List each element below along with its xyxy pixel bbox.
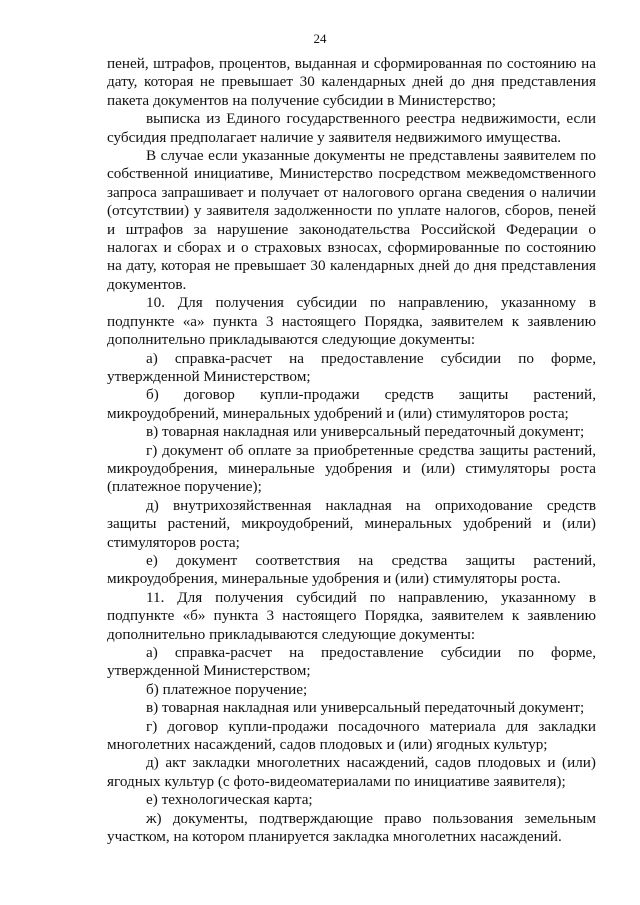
list-item: д) акт закладки многолетних насаждений, садов плодовых и (или) ягодных культур (с фото-видеоматериалами по инициативе заявителя); — [107, 754, 596, 790]
document-body — [107, 55, 596, 846]
list-item: в) товарная накладная или универсальный передаточный документ; — [146, 423, 585, 441]
list-item: е) документ соответствия на средства защиты растений, микроудобрения, минеральные удобрения и (или) стимуляторы роста. — [107, 551, 596, 588]
paragraph: выписка из Единого государственного реестра недвижимости, если субсидия предполагает наличие у заявителя недвижимого имущества. — [107, 110, 596, 146]
list-item: г) документ об оплате за приобретенные средства защиты растений, микроудобрения, минеральные удобрения и (или) стимуляторы роста (платежное поручение); — [107, 441, 596, 496]
paragraph: В случае если указанные документы не представлены заявителем по собственной инициативе, Министерство посредством межведомственного запроса запрашивает и получает от налогового органа сведения о наличии (отсутствии) у заявителя задолженности по уплате налогов, сборов, пеней и штрафов за нарушение законодательства Российской Федерации о налогах и сборах и о страховых взносах, сформированные по состоянию на дату, которая не превышает 30 календарных дней до дня представления документов. — [107, 147, 596, 293]
list-item: б) платежное поручение; — [146, 680, 308, 698]
list-item: д) внутрихозяйственная накладная на оприходование средств защиты растений, микроудобрений, минеральных удобрений и (или) стимуляторов роста; — [107, 496, 596, 551]
list-item: е) технологическая карта; — [146, 791, 313, 809]
list-item: в) товарная накладная или универсальный передаточный документ; — [146, 699, 585, 717]
list-item: б) договор купли-продажи средств защиты растений, микроудобрений, минеральных удобрений и (или) стимуляторов роста; — [107, 386, 596, 422]
paragraph: 11. Для получения субсидий по направлению, указанному в подпункте «б» пункта 3 настоящего Порядка, заявителем к заявлению дополнительно прикладываются следующие документы: — [107, 588, 596, 643]
page-number: 24 — [313, 31, 327, 46]
list-item: ж) документы, подтверждающие право пользования земельным участком, на котором планируется закладка многолетних насаждений. — [107, 809, 596, 846]
list-item: г) договор купли-продажи посадочного материала для закладки многолетних насаждений, садов плодовых и (или) ягодных культур; — [107, 717, 596, 754]
list-item: а) справка-расчет на предоставление субсидии по форме, утвержденной Министерством; — [107, 644, 596, 680]
list-item: а) справка-расчет на предоставление субсидии по форме, утвержденной Министерством; — [107, 349, 596, 385]
paragraph: пеней, штрафов, процентов, выданная и сформированная по состоянию на дату, которая не превышает 30 календарных дней до дня представления пакета документов на получение субсидии в Министерство; — [107, 55, 596, 109]
paragraph: 10. Для получения субсидии по направлению, указанному в подпункте «а» пункта 3 настоящего Порядка, заявителем к заявлению дополнительно прикладываются следующие документы: — [107, 294, 596, 349]
